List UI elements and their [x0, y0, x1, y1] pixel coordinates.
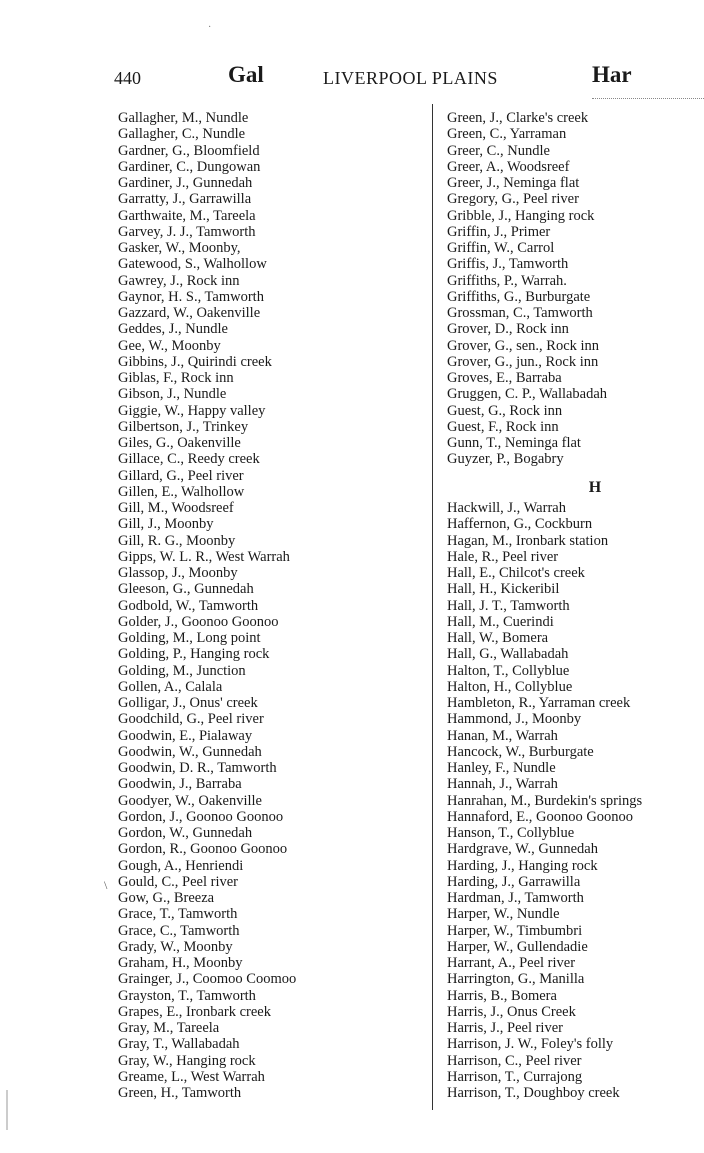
- directory-entry: Hammond, J., Moonby: [447, 711, 582, 728]
- directory-entry: Gray, W., Hanging rock: [118, 1052, 256, 1069]
- directory-entry: Green, H., Tamworth: [118, 1085, 242, 1101]
- directory-entry: Hardman, J., Tamworth: [447, 890, 584, 906]
- directory-entry: Green, J., Clarke's creek: [447, 110, 589, 126]
- directory-entry: Garvey, J. J., Tamworth: [118, 223, 256, 240]
- directory-entry: Hale, R., Peel river: [447, 548, 559, 565]
- directory-entry: Hanson, T., Collyblue: [447, 825, 575, 841]
- directory-entry: Hagan, M., Ironbark station: [447, 532, 609, 549]
- directory-entry: Gordon, J., Goonoo Goonoo: [118, 808, 284, 825]
- directory-entry: Gallagher, M., Nundle: [118, 110, 249, 126]
- directory-entry: Guest, G., Rock inn: [447, 402, 563, 419]
- directory-entry: Harrison, C., Peel river: [447, 1052, 582, 1069]
- directory-entry: Geddes, J., Nundle: [118, 321, 228, 338]
- directory-entry: Gilbertson, J., Trinkey: [118, 418, 249, 435]
- header-dotted-rule: [592, 98, 704, 99]
- directory-entry: Goodwin, J., Barraba: [118, 776, 242, 793]
- directory-entry: Grover, G., jun., Rock inn: [447, 353, 599, 370]
- directory-entry: Gardiner, J., Gunnedah: [118, 175, 253, 191]
- directory-entry: Grace, T., Tamworth: [118, 906, 238, 923]
- directory-entry: Golder, J., Goonoo Goonoo: [118, 613, 279, 630]
- directory-entry: Gough, A., Henriendi: [118, 857, 244, 874]
- directory-entry: Harper, W., Nundle: [447, 906, 560, 923]
- directory-entry: Greame, L., West Warrah: [118, 1068, 265, 1085]
- margin-mark: \: [104, 878, 108, 892]
- directory-entry: Gillen, E., Walhollow: [118, 483, 245, 500]
- directory-entry: Harrison, T., Currajong: [447, 1068, 583, 1085]
- directory-entry: Graham, H., Moonby: [118, 955, 243, 971]
- directory-entry: Garratty, J., Garrawilla: [118, 191, 252, 208]
- directory-entry: Giggie, W., Happy valley: [118, 402, 266, 419]
- directory-entry: Gollen, A., Calala: [118, 678, 223, 695]
- directory-entry: Gipps, W. L. R., West Warrah: [118, 548, 290, 565]
- directory-entry: Gribble, J., Hanging rock: [447, 207, 595, 224]
- directory-entry: Green, C., Yarraman: [447, 126, 567, 143]
- directory-entry: Griffiths, P., Warrah.: [447, 272, 567, 289]
- directory-entry: Haffernon, G., Cockburn: [447, 516, 593, 533]
- directory-entry: Hall, J. T., Tamworth: [447, 597, 570, 614]
- directory-entry: Giblas, F., Rock inn: [118, 370, 234, 386]
- directory-entry: Hackwill, J., Warrah: [447, 500, 566, 516]
- directory-entry: Guyzer, P., Bogabry: [447, 451, 564, 468]
- directory-entry: Halton, T., Collyblue: [447, 662, 570, 679]
- directory-entry: Grapes, E., Ironbark creek: [118, 1003, 271, 1020]
- directory-entry: Hannah, J., Warrah: [447, 776, 558, 793]
- directory-entry: Harrant, A., Peel river: [447, 955, 576, 971]
- directory-entry: Goodchild, G., Peel river: [118, 711, 264, 728]
- page-edge-shadow: [6, 1090, 8, 1130]
- page-number: 440: [114, 68, 141, 88]
- right-guide-word: Har: [592, 62, 632, 87]
- directory-entry: Gregory, G., Peel river: [447, 191, 579, 208]
- directory-entry: Golding, M., Long point: [118, 630, 261, 646]
- directory-entry: Gaynor, H. S., Tamworth: [118, 288, 264, 305]
- directory-entry: Gardner, G., Bloomfield: [118, 142, 260, 159]
- directory-entry: Gardiner, C., Dungowan: [118, 158, 261, 175]
- directory-entry: Gruggen, C. P., Wallabadah: [447, 386, 608, 403]
- left-column: [118, 110, 296, 1101]
- directory-entry: Grossman, C., Tamworth: [447, 305, 593, 321]
- directory-entry: Golding, P., Hanging rock: [118, 646, 270, 663]
- directory-entry: Goodyer, W., Oakenville: [118, 792, 262, 809]
- directory-entry: Greer, C., Nundle: [447, 142, 550, 159]
- directory-entry: Harper, W., Timbumbri: [447, 922, 583, 939]
- directory-entry: Gibbins, J., Quirindi creek: [118, 353, 272, 370]
- directory-entry: Gillard, G., Peel river: [118, 467, 244, 484]
- directory-entry: Hancock, W., Burburgate: [447, 743, 594, 760]
- directory-entry: Gray, M., Tareela: [118, 1020, 220, 1036]
- directory-entry: Glassop, J., Moonby: [118, 565, 238, 581]
- directory-entry: Garthwaite, M., Tareela: [118, 207, 256, 224]
- directory-entry: Gould, C., Peel river: [118, 873, 239, 890]
- directory-entry: Harding, J., Garrawilla: [447, 873, 581, 890]
- directory-entry: Harris, B., Bomera: [447, 987, 557, 1004]
- directory-entry: Hall, G., Wallabadah: [447, 646, 569, 663]
- directory-entry: Grainger, J., Coomoo Coomoo: [118, 971, 297, 988]
- directory-entry: Gordon, W., Gunnedah: [118, 825, 253, 841]
- running-title: LIVERPOOL PLAINS: [323, 68, 498, 88]
- directory-entry: Gray, T., Wallabadah: [118, 1036, 240, 1053]
- directory-entry: Golligar, J., Onus' creek: [118, 695, 258, 711]
- column-divider: [432, 104, 433, 1110]
- directory-entry: Hardgrave, W., Gunnedah: [447, 841, 598, 858]
- directory-entry: Harris, J., Peel river: [447, 1020, 563, 1036]
- directory-entry: Grayston, T., Tamworth: [118, 987, 256, 1004]
- directory-entry: Gillace, C., Reedy creek: [118, 451, 260, 468]
- paper-speck: ·: [208, 22, 212, 33]
- section-letter-heading: H: [588, 478, 602, 496]
- directory-entry: Gill, R. G., Moonby: [118, 532, 236, 549]
- directory-entry: Gasker, W., Moonby,: [118, 240, 241, 256]
- directory-entry: Groves, E., Barraba: [447, 370, 562, 386]
- directory-entry: Gleeson, G., Gunnedah: [118, 581, 254, 598]
- directory-entry: Hannaford, E., Goonoo Goonoo: [447, 808, 634, 825]
- directory-entry: Grover, G., sen., Rock inn: [447, 337, 600, 354]
- directory-entry: Hanrahan, M., Burdekin's springs: [447, 792, 643, 809]
- directory-entry: Griffin, J., Primer: [447, 223, 551, 240]
- directory-entry: Harris, J., Onus Creek: [447, 1003, 576, 1020]
- directory-entry: Griffin, W., Carrol: [447, 240, 555, 256]
- directory-entry: Gazzard, W., Oakenville: [118, 305, 261, 321]
- directory-entry: Grover, D., Rock inn: [447, 321, 569, 338]
- directory-entry: Greer, J., Neminga flat: [447, 175, 580, 191]
- directory-entry: Guest, F., Rock inn: [447, 418, 559, 435]
- directory-entry: Gawrey, J., Rock inn: [118, 272, 240, 289]
- directory-entry: Greer, A., Woodsreef: [447, 158, 570, 175]
- directory-entry: Gatewood, S., Walhollow: [118, 256, 267, 273]
- directory-entry: Hanan, M., Warrah: [447, 727, 558, 744]
- directory-entry: Harrison, J. W., Foley's folly: [447, 1036, 614, 1053]
- directory-entry: Gill, J., Moonby: [118, 516, 214, 533]
- directory-entry: Golding, M., Junction: [118, 662, 246, 679]
- directory-entry: Grady, W., Moonby: [118, 938, 233, 955]
- directory-entry: Hambleton, R., Yarraman creek: [447, 695, 631, 711]
- directory-entry: Hall, M., Cuerindi: [447, 613, 554, 630]
- directory-entry: Hall, W., Bomera: [447, 630, 549, 646]
- directory-entry: Harrington, G., Manilla: [447, 971, 585, 988]
- directory-entry: Hall, H., Kickeribil: [447, 581, 560, 598]
- directory-entry: Hanley, F., Nundle: [447, 760, 556, 776]
- page-header: [0, 62, 704, 96]
- right-column: [447, 110, 704, 1101]
- directory-entry: Goodwin, W., Gunnedah: [118, 743, 262, 760]
- directory-entry: Gibson, J., Nundle: [118, 386, 227, 403]
- directory-entry: Gee, W., Moonby: [118, 337, 221, 354]
- directory-entry: Harding, J., Hanging rock: [447, 857, 598, 874]
- left-guide-word: Gal: [228, 62, 264, 87]
- directory-entry: Gunn, T., Neminga flat: [447, 435, 581, 451]
- directory-entry: Grace, C., Tamworth: [118, 922, 240, 939]
- directory-entry: Gordon, R., Goonoo Goonoo: [118, 841, 288, 858]
- directory-entry: Harrison, T., Doughboy creek: [447, 1085, 620, 1101]
- directory-entry: Goodwin, D. R., Tamworth: [118, 760, 277, 776]
- directory-entry: Godbold, W., Tamworth: [118, 597, 259, 614]
- directory-entry: Gow, G., Breeza: [118, 890, 215, 906]
- directory-entry: Gill, M., Woodsreef: [118, 500, 234, 516]
- directory-entry: Halton, H., Collyblue: [447, 678, 573, 695]
- directory-entry: Giles, G., Oakenville: [118, 435, 241, 451]
- directory-entry: Hall, E., Chilcot's creek: [447, 565, 585, 581]
- directory-entry: Gallagher, C., Nundle: [118, 126, 246, 143]
- directory-entry: Harper, W., Gullendadie: [447, 938, 588, 955]
- directory-entry: Griffiths, G., Burburgate: [447, 288, 591, 305]
- directory-entry: Griffis, J., Tamworth: [447, 256, 569, 273]
- directory-entry: Goodwin, E., Pialaway: [118, 727, 253, 744]
